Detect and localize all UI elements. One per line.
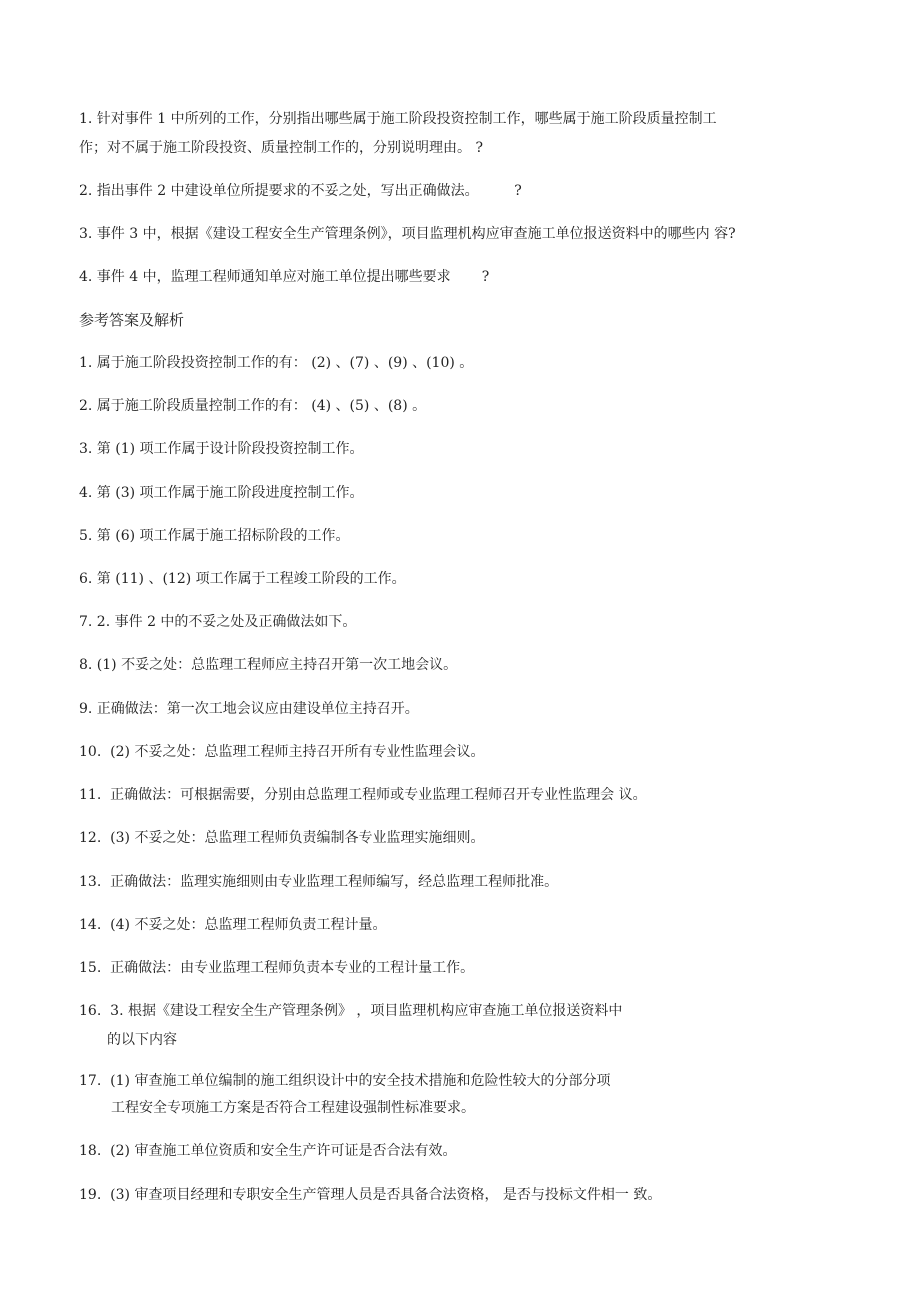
question-4: 4. 事件 4 中，监理工程师通知单应对施工单位提出哪些要求 ? (79, 269, 490, 285)
answer-item-17-line-1: 17. (1) 审查施工单位编制的施工组织设计中的安全技术措施和危险性较大的分部分项 (79, 1073, 611, 1089)
answer-item-2: 2. 属于施工阶段质量控制工作的有： (4) 、(5) 、(8) 。 (79, 398, 427, 414)
answer-item-6: 6. 第 (11) 、(12) 项工作属于工程竣工阶段的工作。 (79, 571, 406, 587)
answer-item-11: 11. 正确做法：可根据需要，分别由总监理工程师或专业监理工程师召开专业性监理会 议。 (79, 787, 647, 803)
answer-item-14: 14. (4) 不妥之处：总监理工程师负责工程计量。 (79, 917, 387, 933)
answer-item-12: 12. (3) 不妥之处：总监理工程师负责编制各专业监理实施细则。 (79, 830, 485, 846)
question-2: 2. 指出事件 2 中建设单位所提要求的不妥之处，写出正确做法。 ? (79, 183, 522, 199)
answer-item-7: 7. 2. 事件 2 中的不妥之处及正确做法如下。 (79, 614, 357, 630)
answer-item-19: 19. (3) 审查项目经理和专职安全生产管理人员是否具备合法资格， 是否与投标文件相一 致。 (79, 1187, 662, 1203)
answer-item-4: 4. 第 (3) 项工作属于施工阶段进度控制工作。 (79, 485, 364, 501)
answer-item-3: 3. 第 (1) 项工作属于设计阶段投资控制工作。 (79, 441, 364, 457)
question-1-line-1: 1. 针对事件 1 中所列的工作，分别指出哪些属于施工阶段投资控制工作，哪些属于施工阶段质量控制工 (79, 111, 717, 127)
answer-item-1: 1. 属于施工阶段投资控制工作的有： (2) 、(7) 、(9) 、(10) 。 (79, 355, 474, 371)
answer-item-16-line-2: 的以下内容 (107, 1032, 177, 1048)
answer-item-9: 9. 正确做法：第一次工地会议应由建设单位主持召开。 (79, 701, 419, 717)
answer-item-17-line-2: 工程安全专项施工方案是否符合工程建设强制性标准要求。 (111, 1100, 475, 1116)
answer-item-10: 10. (2) 不妥之处：总监理工程师主持召开所有专业性监理会议。 (79, 744, 485, 760)
answer-item-8: 8. (1) 不妥之处：总监理工程师应主持召开第一次工地会议。 (79, 657, 458, 673)
answer-item-13: 13. 正确做法：监理实施细则由专业监理工程师编写，经总监理工程师批准。 (79, 874, 559, 890)
answer-heading: 参考答案及解析 (79, 311, 185, 329)
answer-item-15: 15. 正确做法：由专业监理工程师负责本专业的工程计量工作。 (79, 960, 475, 976)
question-3: 3. 事件 3 中，根据《建设工程安全生产管理条例》，项目监理机构应审查施工单位报送资料中的哪些内 容? (79, 226, 736, 242)
answer-item-16-line-1: 16. 3. 根据《建设工程安全生产管理条例》 ，项目监理机构应审查施工单位报送资料中 (79, 1003, 623, 1019)
answer-item-18: 18. (2) 审查施工单位资质和安全生产许可证是否合法有效。 (79, 1143, 457, 1159)
question-1-line-2: 作；对不属于施工阶段投资、质量控制工作的，分别说明理由。 ? (79, 140, 483, 156)
answer-item-5: 5. 第 (6) 项工作属于施工招标阶段的工作。 (79, 528, 350, 544)
